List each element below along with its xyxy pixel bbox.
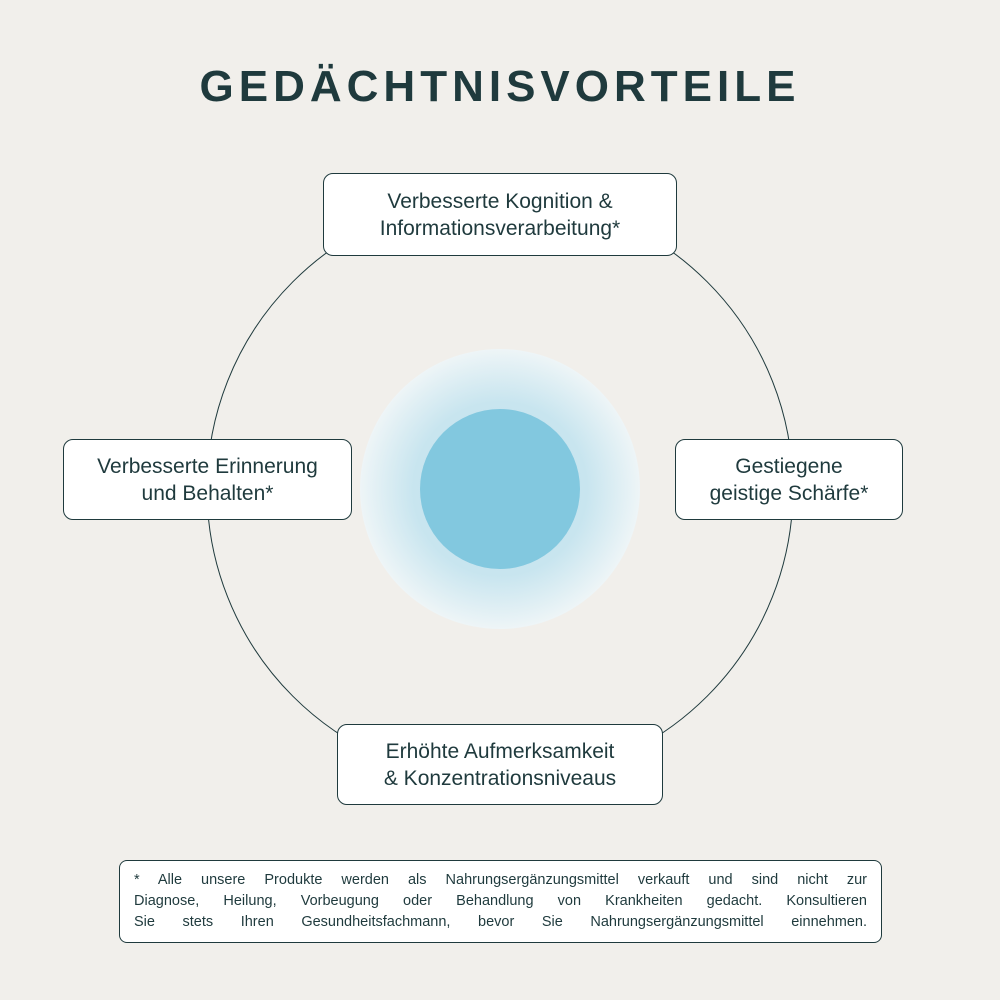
node-label-line: Informationsverarbeitung* (379, 216, 621, 240)
disclaimer-box (119, 860, 882, 943)
node-label-line: Erhöhte Aufmerksamkeit (385, 739, 615, 763)
disclaimer-line: * Alle unsere Produkte werden als Nahrungsergänzungsmittel verkauft und sind nicht zur (134, 872, 867, 888)
benefit-node-sharpness (675, 439, 903, 520)
disclaimer-line: Diagnose, Heilung, Vorbeugung oder Behandlung von Krankheiten gedacht. Konsultieren (134, 893, 867, 909)
node-label-line: Verbesserte Kognition & (387, 189, 613, 213)
benefit-node-memory (63, 439, 352, 520)
node-label-line: und Behalten* (141, 481, 274, 505)
node-label-line: geistige Schärfe* (709, 481, 869, 505)
benefit-node-attention (337, 724, 663, 805)
node-label-line: Gestiegene (735, 454, 843, 478)
node-label-line: & Konzentrationsniveaus (383, 766, 617, 790)
center-core (420, 409, 580, 569)
benefit-node-cognition (323, 173, 677, 256)
disclaimer-line: Sie stets Ihren Gesundheitsfachmann, bevor Sie Nahrungsergänzungsmittel einnehmen. (134, 914, 867, 930)
node-label-line: Verbesserte Erinnerung (97, 454, 318, 478)
page-title: GEDÄCHTNISVORTEILE (199, 62, 801, 111)
